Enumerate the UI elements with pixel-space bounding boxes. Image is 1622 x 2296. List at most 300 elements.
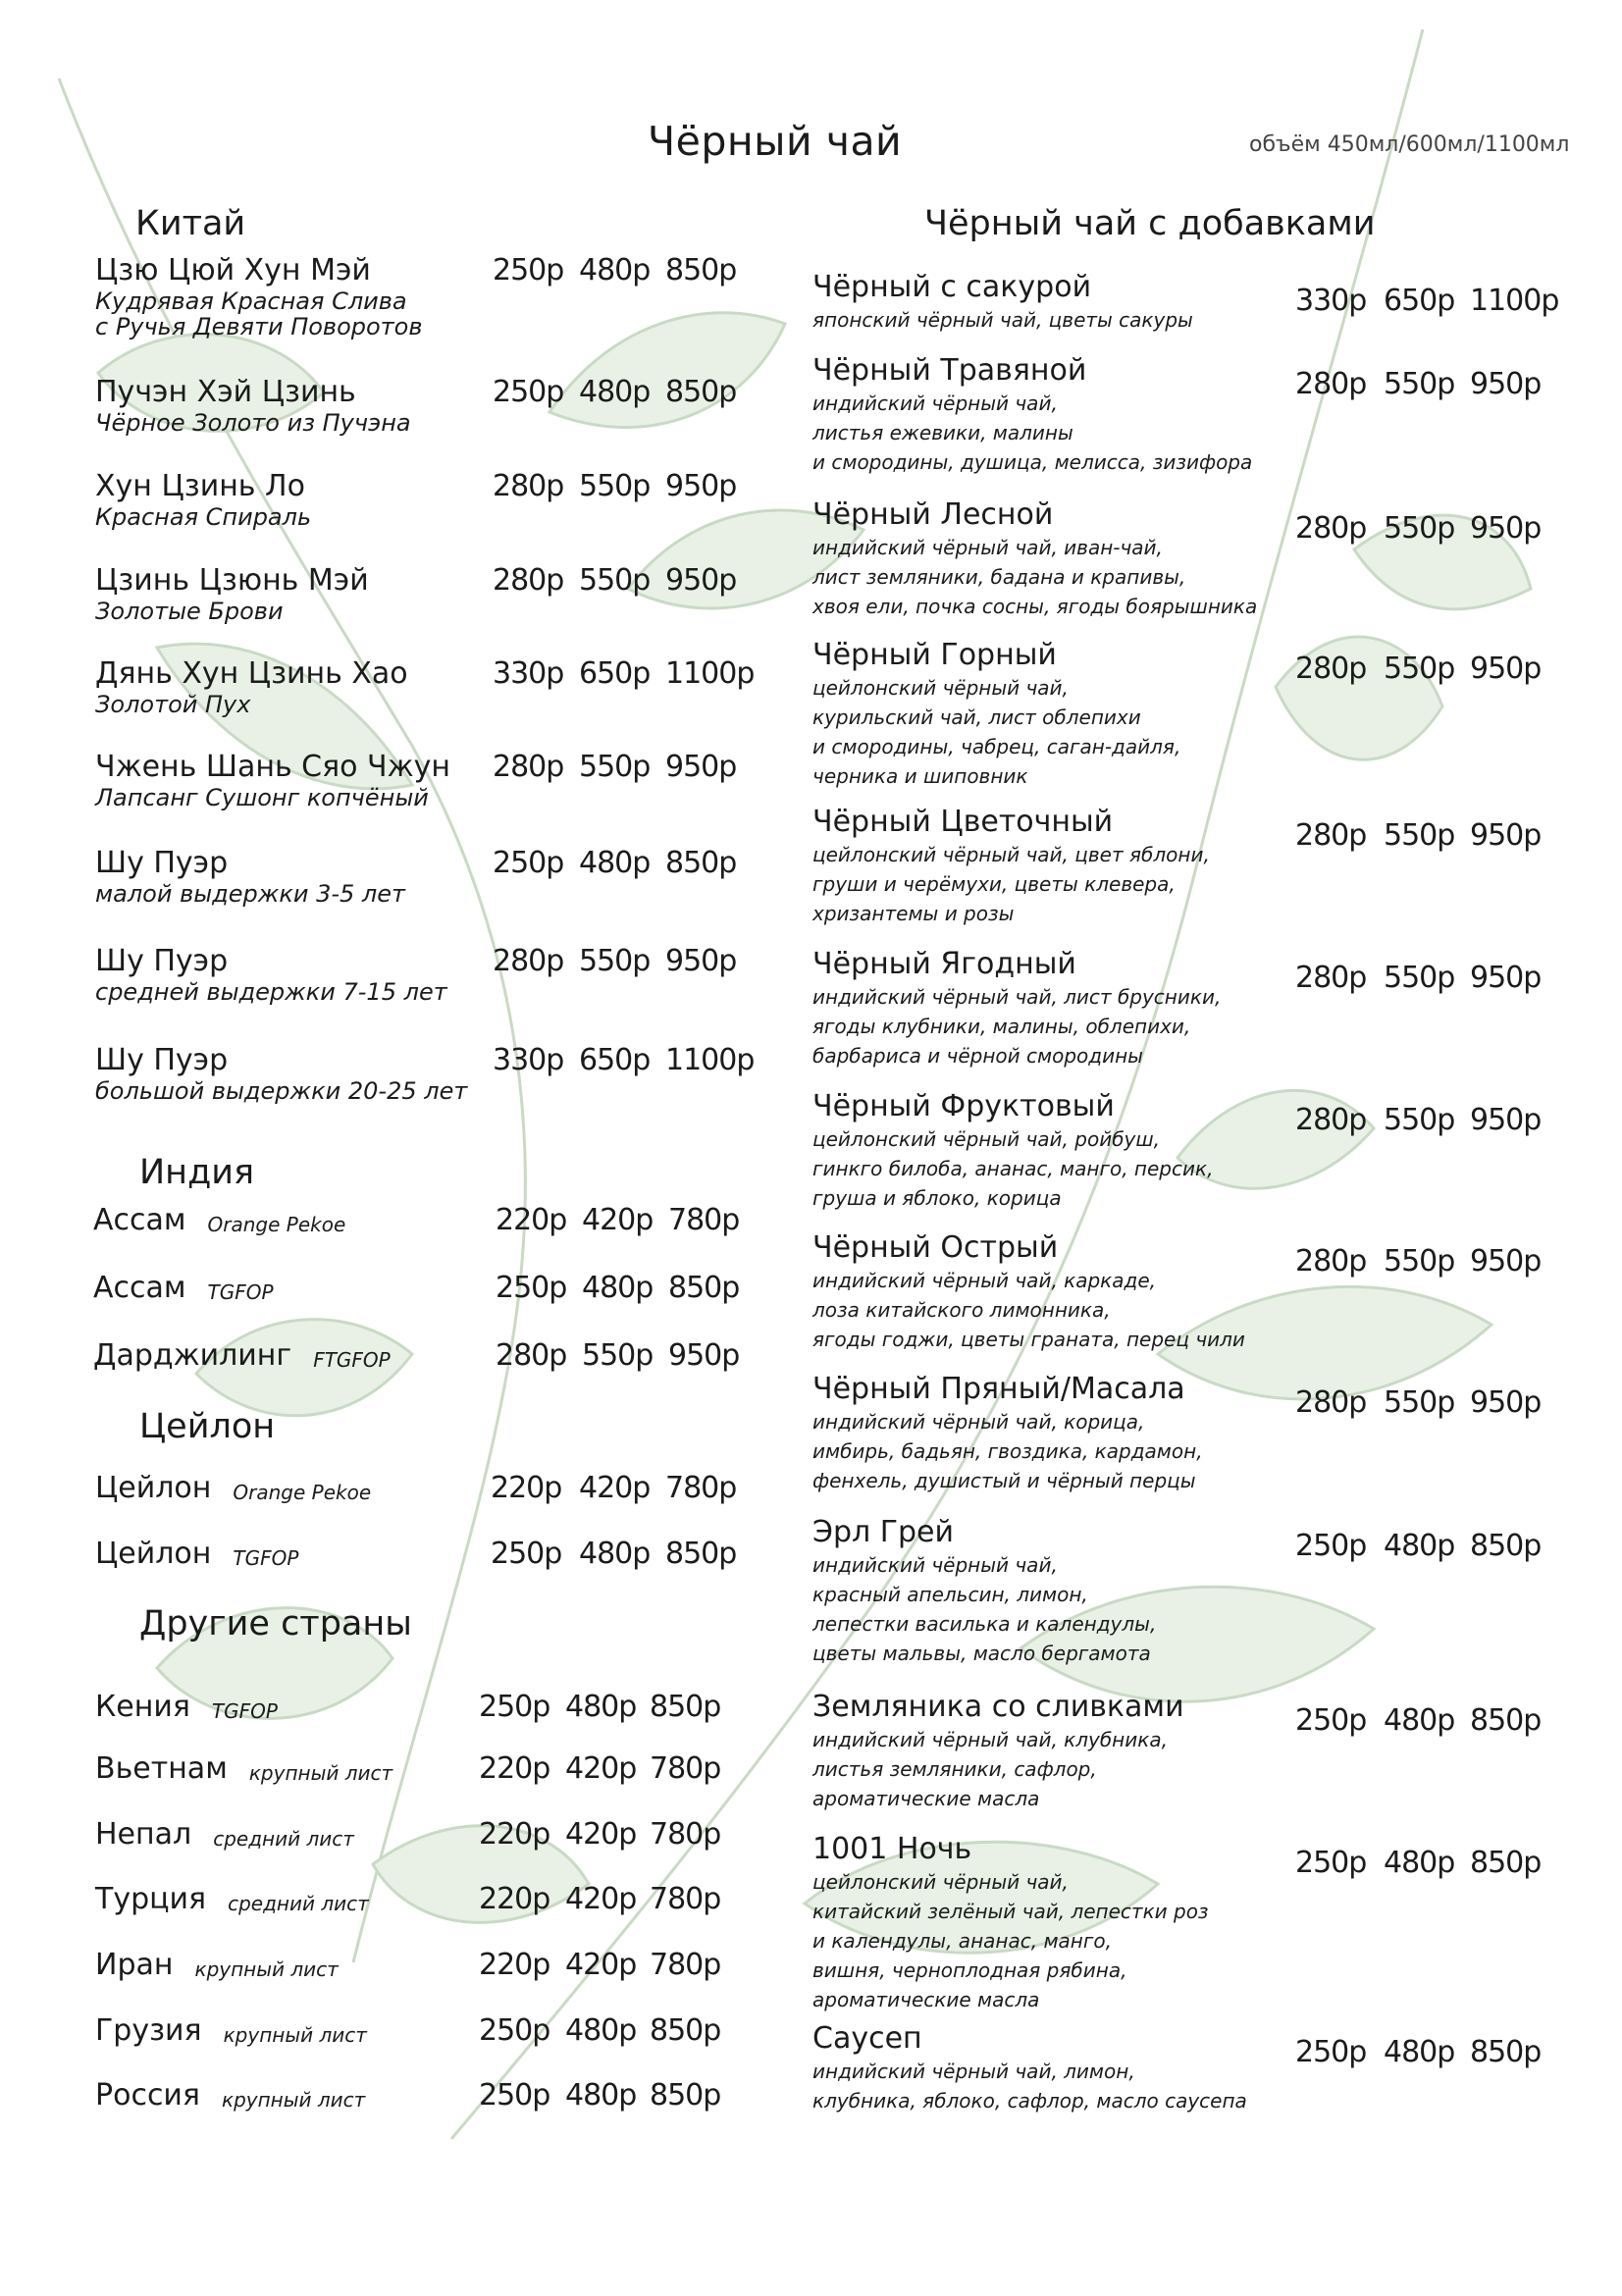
item-description: цветы мальвы, масло бергамота: [812, 1642, 1151, 1665]
price-medium: 480р: [582, 1271, 654, 1305]
item-description: красный апельсин, лимон,: [812, 1583, 1088, 1606]
item-name-text: Чёрный Фруктовый: [812, 1089, 1115, 1123]
price-large: 780р: [665, 1471, 737, 1505]
item-description: и смородины, чабрец, саган-дайля,: [812, 735, 1181, 758]
item-description: индийский чёрный чай, лимон,: [812, 2060, 1135, 2083]
price-medium: 420р: [579, 1471, 651, 1505]
item-description: Кудрявая Красная Слива: [95, 287, 407, 315]
price-medium: 650р: [579, 1043, 651, 1077]
item-description: вишня, черноплодная рябина,: [812, 1958, 1127, 1982]
item-grade: Orange Pekoe: [233, 1481, 372, 1504]
item-description: барбариса и чёрной смородины: [812, 1044, 1143, 1068]
item-prices: [493, 375, 754, 409]
menu-item: [95, 1882, 369, 1919]
item-description: ароматические масла: [812, 1988, 1040, 2011]
item-name: [95, 253, 422, 288]
price-medium: 650р: [1384, 284, 1455, 318]
page-title: Чёрный чай: [648, 118, 903, 165]
price-large: 780р: [668, 1203, 740, 1237]
price-small: 280р: [1295, 818, 1367, 853]
price-medium: 480р: [1384, 1703, 1455, 1738]
menu-item: [812, 1832, 1209, 2014]
item-description: черника и шиповник: [812, 764, 1028, 788]
item-prices: [493, 656, 754, 691]
item-name-text: Иран: [95, 1948, 174, 1982]
item-prices: [1295, 652, 1558, 686]
menu-item: [95, 656, 408, 717]
item-prices: [1295, 818, 1558, 853]
item-description: ягоды годжи, цветы граната, перец чили: [812, 1328, 1245, 1351]
price-small: 280р: [1295, 1103, 1367, 1137]
item-name: [812, 805, 1210, 840]
price-large: 850р: [665, 253, 737, 287]
item-description: клубника, яблоко, сафлор, масло саусепа: [812, 2089, 1247, 2113]
item-description: индийский чёрный чай, лист брусники,: [812, 985, 1222, 1009]
menu-item: [812, 1372, 1203, 1495]
menu-item: [95, 253, 422, 339]
price-small: 330р: [1295, 284, 1367, 318]
item-description: индийский чёрный чай, корица,: [812, 1410, 1145, 1434]
price-medium: 480р: [579, 846, 651, 880]
item-name: [812, 497, 1257, 533]
price-small: 250р: [493, 375, 564, 409]
price-small: 250р: [479, 1690, 550, 1724]
item-prices: [493, 1043, 754, 1077]
price-large: 950р: [1470, 511, 1542, 546]
price-large: 1100р: [665, 1043, 755, 1077]
price-large: 950р: [1470, 1385, 1542, 1420]
price-large: 850р: [668, 1271, 740, 1305]
item-name-text: Цзю Цюй Хун Мэй: [95, 253, 371, 287]
price-large: 850р: [1470, 1703, 1542, 1738]
item-description: цейлонский чёрный чай, ройбуш,: [812, 1127, 1161, 1151]
price-small: 280р: [493, 563, 564, 598]
item-name-text: Хун Цзинь Ло: [95, 469, 305, 503]
item-description: малой выдержки 3-5 лет: [95, 880, 406, 908]
item-prices: [1295, 511, 1558, 546]
price-large: 950р: [1470, 1103, 1542, 1137]
item-grade: средний лист: [228, 1892, 369, 1915]
price-small: 250р: [479, 2078, 550, 2113]
item-grade: TGFOP: [207, 1280, 274, 1304]
item-grade: Orange Pekoe: [207, 1213, 346, 1236]
price-small: 250р: [1295, 1846, 1367, 1880]
item-prices: [493, 750, 754, 784]
price-medium: 480р: [1384, 1846, 1455, 1880]
price-medium: 480р: [565, 2013, 637, 2048]
menu-item: [95, 1537, 298, 1574]
price-small: 250р: [479, 2013, 550, 2048]
item-description: Золотой Пух: [95, 691, 251, 718]
item-prices: [496, 1338, 757, 1373]
item-description: имбирь, бадьян, гвоздика, кардамон,: [812, 1439, 1203, 1463]
item-description: цейлонский чёрный чай,: [812, 1870, 1069, 1894]
item-description: с Ручья Девяти Поворотов: [95, 313, 423, 340]
price-large: 780р: [650, 1882, 721, 1916]
item-prices: [491, 1471, 754, 1505]
item-description: большой выдержки 20-25 лет: [95, 1077, 468, 1105]
item-name: [95, 469, 311, 504]
menu-item: [95, 469, 311, 530]
item-name-text: Грузия: [95, 2013, 202, 2048]
item-name-text: Чёрный Лесной: [812, 497, 1054, 532]
price-large: 850р: [650, 2013, 721, 2048]
price-small: 220р: [479, 1751, 550, 1786]
item-name-text: Эрл Грей: [812, 1515, 954, 1549]
price-small: 280р: [496, 1338, 567, 1373]
price-medium: 480р: [1384, 1529, 1455, 1563]
price-medium: 480р: [579, 253, 651, 287]
menu-item: [812, 353, 1252, 477]
item-name-text: Ассам: [93, 1271, 186, 1305]
menu-item: [812, 947, 1221, 1070]
item-name: [95, 656, 408, 692]
volume-note: объём 450мл/600мл/1100мл: [1249, 132, 1570, 157]
menu-item: [95, 1690, 278, 1727]
item-name-text: Дарджилинг: [93, 1338, 292, 1373]
item-name: [95, 1882, 369, 1919]
price-large: 950р: [665, 469, 737, 503]
price-medium: 480р: [565, 2078, 637, 2113]
item-name-text: Чёрный Ягодный: [812, 947, 1076, 981]
menu-item: [812, 1089, 1213, 1213]
item-name: [95, 1043, 467, 1078]
section-ceylon-title: Цейлон: [139, 1407, 276, 1446]
menu-item: [812, 1515, 1156, 1668]
price-small: 220р: [496, 1203, 567, 1237]
item-name: [812, 1089, 1213, 1124]
price-small: 250р: [1295, 2035, 1367, 2069]
price-medium: 550р: [579, 750, 651, 784]
price-medium: 550р: [579, 469, 651, 503]
section-other-title: Другие страны: [139, 1604, 412, 1644]
item-prices: [479, 1948, 736, 1982]
price-large: 950р: [665, 750, 737, 784]
item-name: [93, 1271, 274, 1308]
item-name-text: Чёрный Острый: [812, 1230, 1059, 1265]
item-prices: [1295, 1529, 1558, 1563]
item-description: листья земляники, сафлор,: [812, 1757, 1097, 1781]
item-description: индийский чёрный чай, клубника,: [812, 1728, 1168, 1751]
item-name: [95, 750, 450, 785]
item-description: листья ежевики, малины: [812, 421, 1073, 444]
item-prices: [1295, 1244, 1558, 1278]
item-description: Красная Спираль: [95, 503, 312, 531]
item-name-text: Чёрный Цветочный: [812, 805, 1114, 839]
menu-item: [93, 1271, 274, 1308]
item-name-text: Турция: [95, 1882, 207, 1916]
item-prices: [1295, 1103, 1558, 1137]
price-small: 280р: [1295, 511, 1367, 546]
item-prices: [496, 1203, 757, 1237]
price-large: 850р: [665, 375, 737, 409]
price-medium: 550р: [1384, 1244, 1455, 1278]
item-name: [93, 1203, 345, 1240]
item-name-text: Земляника со сливками: [812, 1690, 1184, 1724]
price-medium: 480р: [565, 1690, 637, 1724]
menu-item: [812, 497, 1257, 621]
price-large: 950р: [665, 563, 737, 598]
price-small: 220р: [491, 1471, 562, 1505]
item-description: цейлонский чёрный чай,: [812, 676, 1069, 700]
price-small: 280р: [493, 750, 564, 784]
item-description: цейлонский чёрный чай, цвет яблони,: [812, 843, 1210, 866]
menu-item: [95, 1817, 354, 1854]
item-name: [812, 1515, 1156, 1550]
menu-item: [812, 1690, 1184, 1813]
menu-item: [95, 2078, 365, 2115]
item-prices: [1295, 284, 1558, 318]
price-small: 330р: [493, 656, 564, 691]
item-prices: [1295, 1846, 1558, 1880]
price-large: 950р: [1470, 961, 1542, 995]
price-medium: 420р: [565, 1882, 637, 1916]
price-large: 850р: [665, 1537, 737, 1571]
item-description: и смородины, душица, мелисса, зизифора: [812, 450, 1253, 474]
price-small: 280р: [1295, 652, 1367, 686]
price-large: 950р: [668, 1338, 740, 1373]
item-name-text: 1001 Ночь: [812, 1832, 972, 1866]
price-medium: 550р: [1384, 961, 1455, 995]
item-grade: крупный лист: [194, 1957, 339, 1981]
item-name: [95, 1948, 339, 1985]
item-grade: FTGFOP: [313, 1348, 391, 1372]
menu-item: [93, 1203, 345, 1240]
item-prices: [493, 846, 754, 880]
item-name: [95, 563, 369, 599]
item-name: [95, 944, 447, 979]
item-prices: [479, 1817, 736, 1852]
item-name: [95, 1537, 298, 1574]
item-description: груши и черёмухи, цветы клевера,: [812, 872, 1176, 896]
price-large: 950р: [1470, 1244, 1542, 1278]
item-name: [812, 353, 1252, 389]
item-name-text: Пучэн Хэй Цзинь: [95, 375, 356, 409]
item-name: [812, 270, 1193, 305]
item-name: [812, 947, 1221, 982]
price-medium: 420р: [565, 1948, 637, 1982]
item-prices: [479, 2078, 736, 2113]
price-medium: 550р: [1384, 818, 1455, 853]
item-name-text: Чёрный Горный: [812, 638, 1057, 672]
item-name-text: Чёрный с сакурой: [812, 270, 1092, 304]
price-medium: 480р: [1384, 2035, 1455, 2069]
price-large: 850р: [650, 1690, 721, 1724]
item-name: [95, 1690, 278, 1727]
price-small: 250р: [1295, 1703, 1367, 1738]
price-medium: 550р: [1384, 511, 1455, 546]
price-small: 280р: [493, 469, 564, 503]
item-prices: [1295, 1385, 1558, 1420]
item-description: средней выдержки 7-15 лет: [95, 978, 447, 1006]
item-name: [812, 1690, 1184, 1725]
item-prices: [479, 2013, 736, 2048]
price-medium: 550р: [1384, 1103, 1455, 1137]
item-grade: средний лист: [213, 1827, 354, 1851]
item-prices: [496, 1271, 757, 1305]
price-large: 850р: [1470, 2035, 1542, 2069]
item-description: хризантемы и розы: [812, 902, 1015, 925]
item-name: [95, 2013, 367, 2051]
menu-item: [95, 1751, 392, 1789]
price-large: 1100р: [1470, 284, 1559, 318]
price-large: 780р: [650, 1948, 721, 1982]
price-large: 950р: [1470, 652, 1542, 686]
item-prices: [1295, 961, 1558, 995]
price-medium: 420р: [582, 1203, 654, 1237]
item-description: Чёрное Золото из Пучэна: [95, 409, 411, 437]
item-name: [95, 1471, 371, 1508]
price-small: 280р: [493, 944, 564, 978]
item-name-text: Россия: [95, 2078, 200, 2113]
price-small: 220р: [479, 1948, 550, 1982]
price-large: 950р: [1470, 367, 1542, 401]
item-prices: [1295, 1703, 1558, 1738]
price-large: 850р: [665, 846, 737, 880]
item-name: [95, 2078, 365, 2115]
section-china-title: Китай: [135, 204, 246, 243]
menu-item: [812, 2021, 1247, 2115]
menu-item: [95, 1471, 371, 1508]
item-description: лист земляники, бадана и крапивы,: [812, 565, 1186, 589]
price-small: 280р: [1295, 367, 1367, 401]
price-large: 1100р: [665, 656, 755, 691]
item-prices: [493, 563, 754, 598]
price-small: 280р: [1295, 1385, 1367, 1420]
item-name: [812, 2021, 1247, 2057]
item-description: ароматические масла: [812, 1787, 1040, 1810]
price-small: 330р: [493, 1043, 564, 1077]
item-description: хвоя ели, почка сосны, ягоды боярышника: [812, 595, 1258, 618]
item-prices: [493, 253, 754, 287]
item-name: [812, 1230, 1245, 1266]
price-medium: 650р: [579, 656, 651, 691]
item-name-text: Саусеп: [812, 2021, 922, 2056]
item-prices: [1295, 367, 1558, 401]
price-small: 280р: [1295, 961, 1367, 995]
item-description: индийский чёрный чай,: [812, 1553, 1058, 1577]
price-medium: 480р: [579, 375, 651, 409]
item-name: [95, 375, 411, 410]
price-medium: 480р: [579, 1537, 651, 1571]
item-prices: [479, 1882, 736, 1916]
price-large: 850р: [1470, 1846, 1542, 1880]
item-description: курильский чай, лист облепихи: [812, 705, 1141, 729]
item-name-text: Цзинь Цзюнь Мэй: [95, 563, 369, 598]
item-grade: TGFOP: [211, 1699, 278, 1723]
item-name: [812, 638, 1180, 673]
item-description: индийский чёрный чай, каркаде,: [812, 1269, 1157, 1292]
item-name: [812, 1372, 1203, 1407]
item-prices: [493, 944, 754, 978]
price-large: 850р: [650, 2078, 721, 2113]
menu-item: [812, 805, 1210, 928]
item-name-text: Кения: [95, 1690, 190, 1724]
price-medium: 550р: [579, 563, 651, 598]
price-large: 780р: [650, 1817, 721, 1852]
price-large: 850р: [1470, 1529, 1542, 1563]
item-description: индийский чёрный чай, иван-чай,: [812, 536, 1163, 559]
item-description: и календулы, ананас, манго,: [812, 1929, 1112, 1953]
menu-item: [95, 375, 411, 436]
item-name-text: Непал: [95, 1817, 192, 1852]
item-grade: крупный лист: [221, 2088, 366, 2112]
item-description: Лапсанг Сушонг копчёный: [95, 784, 429, 811]
item-prices: [1295, 2035, 1558, 2069]
item-name-text: Дянь Хун Цзинь Хао: [95, 656, 408, 691]
price-medium: 550р: [1384, 367, 1455, 401]
price-small: 250р: [1295, 1529, 1367, 1563]
item-description: гинкго билоба, ананас, манго, персик,: [812, 1157, 1214, 1180]
price-medium: 420р: [565, 1817, 637, 1852]
menu-item: [95, 1948, 339, 1985]
item-description: японский чёрный чай, цветы сакуры: [812, 308, 1193, 332]
item-name: [812, 1832, 1209, 1867]
item-description: лоза китайского лимонника,: [812, 1298, 1111, 1322]
item-name-text: Чёрный Пряный/Масала: [812, 1372, 1185, 1406]
item-name-text: Цейлон: [95, 1537, 212, 1571]
price-small: 250р: [496, 1271, 567, 1305]
item-name-text: Шу Пуэр: [95, 846, 229, 880]
item-description: лепестки василька и календулы,: [812, 1612, 1157, 1636]
item-name: [95, 846, 405, 881]
item-description: Золотые Брови: [95, 598, 284, 625]
item-grade: крупный лист: [248, 1761, 393, 1785]
item-name-text: Чжень Шань Сяо Чжун: [95, 750, 451, 784]
price-medium: 550р: [579, 944, 651, 978]
item-name-text: Цейлон: [95, 1471, 212, 1505]
item-description: ягоды клубники, малины, облепихи,: [812, 1015, 1191, 1038]
item-name-text: Шу Пуэр: [95, 944, 229, 978]
price-small: 220р: [479, 1882, 550, 1916]
menu-item: [95, 846, 405, 907]
menu-item: [812, 1230, 1245, 1354]
item-description: индийский чёрный чай,: [812, 391, 1058, 415]
item-description: груша и яблоко, корица: [812, 1186, 1062, 1210]
price-medium: 550р: [582, 1338, 654, 1373]
price-medium: 550р: [1384, 652, 1455, 686]
menu-item: [95, 750, 450, 810]
price-medium: 420р: [565, 1751, 637, 1786]
price-large: 950р: [665, 944, 737, 978]
price-large: 950р: [1470, 818, 1542, 853]
item-name: [93, 1338, 391, 1376]
price-small: 220р: [479, 1817, 550, 1852]
menu-item: [95, 1043, 467, 1104]
item-prices: [493, 469, 754, 503]
item-prices: [479, 1751, 736, 1786]
menu-item: [812, 638, 1180, 791]
item-name-text: Вьетнам: [95, 1751, 228, 1786]
item-prices: [479, 1690, 736, 1724]
item-name-text: Чёрный Травяной: [812, 353, 1087, 388]
price-large: 780р: [650, 1751, 721, 1786]
item-name-text: Шу Пуэр: [95, 1043, 229, 1077]
section-flavored-title: Чёрный чай с добавками: [924, 204, 1376, 243]
price-small: 250р: [491, 1537, 562, 1571]
item-prices: [491, 1537, 754, 1571]
menu-item: [93, 1338, 391, 1376]
price-medium: 550р: [1384, 1385, 1455, 1420]
menu-item: [95, 563, 369, 624]
item-description: фенхель, душистый и чёрный перцы: [812, 1469, 1196, 1492]
item-grade: TGFOP: [233, 1546, 299, 1570]
item-description: китайский зелёный чай, лепестки роз: [812, 1900, 1209, 1923]
price-small: 250р: [493, 253, 564, 287]
item-grade: крупный лист: [223, 2023, 367, 2047]
menu-item: [812, 270, 1193, 335]
price-small: 250р: [493, 846, 564, 880]
